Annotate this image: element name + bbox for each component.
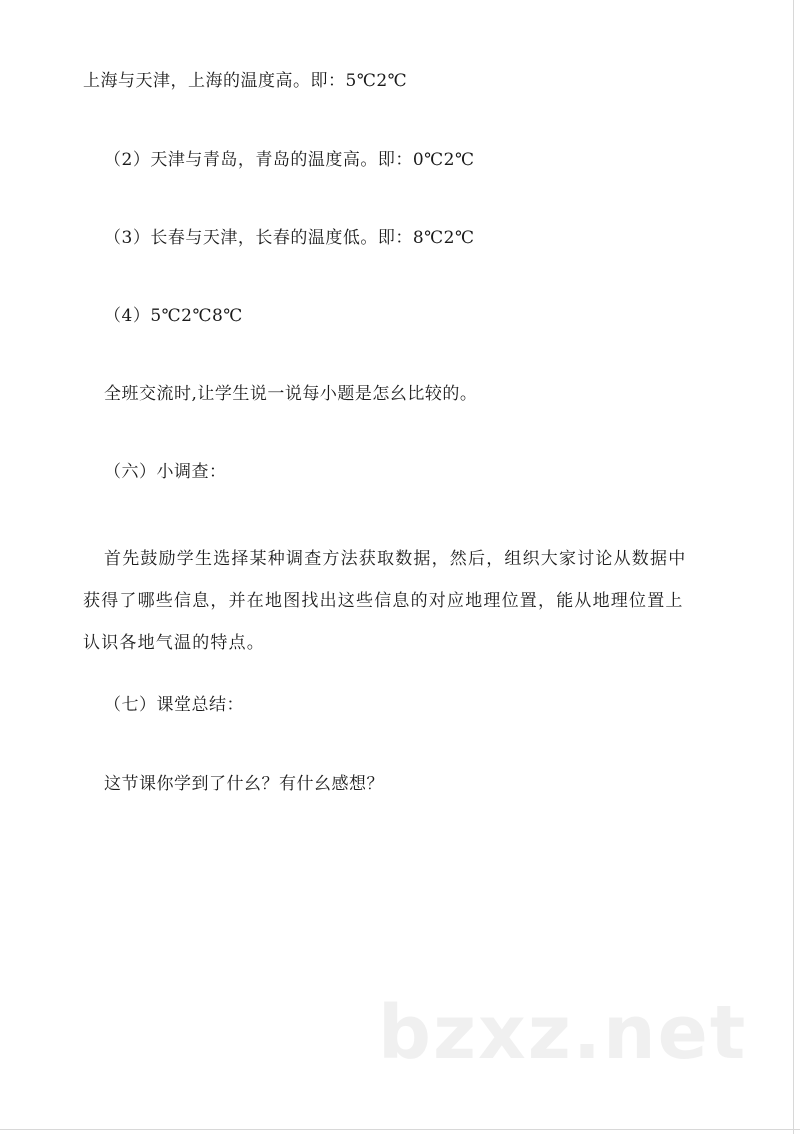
discussion-line: 全班交流时,让学生说一说每小题是怎幺比较的。	[104, 384, 478, 404]
section-heading-survey: （六）小调查：	[104, 462, 227, 482]
comparison-line-4: （4）5℃2℃8℃	[104, 306, 243, 326]
section-heading-summary: （七）课堂总结：	[104, 695, 244, 715]
survey-paragraph-line-2: 获得了哪些信息，并在地图找出这些信息的对应地理位置，能从地理位置上	[83, 591, 684, 611]
page-edge-right	[793, 0, 794, 1134]
summary-question: 这节课你学到了什幺？有什幺感想？	[104, 774, 384, 794]
comparison-line-2: （2）天津与青岛，青岛的温度高。即：0℃2℃	[104, 150, 475, 170]
comparison-line-1: 上海与天津，上海的温度高。即：5℃2℃	[83, 71, 408, 91]
watermark-logo: bzxz.net	[378, 990, 748, 1076]
page-edge-bottom	[0, 1129, 800, 1130]
comparison-line-3: （3）长春与天津，长春的温度低。即：8℃2℃	[104, 228, 475, 248]
survey-paragraph-line-3: 认识各地气温的特点。	[83, 633, 265, 653]
survey-paragraph	[83, 538, 723, 664]
survey-paragraph-line-1: 首先鼓励学生选择某种调查方法获取数据，然后，组织大家讨论从数据中	[104, 549, 687, 569]
